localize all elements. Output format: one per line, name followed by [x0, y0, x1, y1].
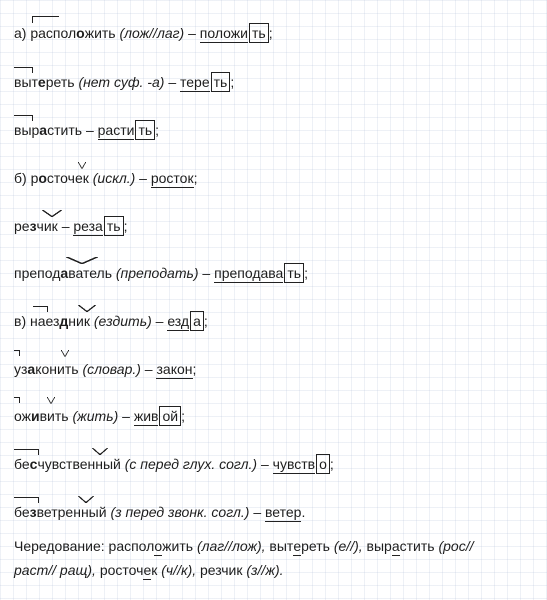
root-mark	[32, 16, 59, 23]
punct: ;	[193, 170, 198, 186]
line-3	[14, 119, 159, 145]
dash: –	[61, 218, 70, 234]
bold-letter: с	[29, 456, 38, 472]
test-word-root: преподава	[214, 265, 284, 281]
alternation-summary	[14, 534, 534, 582]
word-start: б) р	[14, 170, 39, 186]
bold-letter: о	[76, 25, 85, 41]
word-start: бе	[14, 504, 30, 520]
word-rest: стить	[47, 122, 83, 138]
test-word-root: жив	[133, 408, 159, 424]
word-rest: вить	[39, 408, 69, 424]
prefix-mark	[33, 306, 48, 312]
note: (ч//к),	[161, 562, 197, 578]
test-word: ветер	[265, 504, 302, 520]
test-word-root: тере	[180, 74, 210, 90]
note: (лож//лаг)	[119, 25, 185, 41]
note: (рос//	[438, 538, 474, 554]
note: (лаг//лож),	[196, 538, 266, 554]
suffix-mark	[78, 162, 86, 169]
word-start: ож	[14, 408, 31, 424]
bold-letter: и	[31, 408, 40, 424]
punct: ;	[304, 265, 308, 281]
dash: –	[168, 74, 177, 90]
word: жить	[162, 538, 194, 554]
punct: ;	[192, 361, 197, 377]
line-1	[14, 22, 273, 48]
note: (з перед звонк. согл.)	[110, 504, 250, 520]
suffix-mark	[78, 305, 96, 312]
ending-box: ть	[284, 263, 304, 283]
punct: ;	[203, 313, 208, 329]
word-rest: ник	[68, 313, 90, 329]
word: выт	[269, 538, 294, 554]
bold-letter: о	[38, 170, 47, 186]
test-word-root: реза	[73, 218, 103, 234]
line-6	[14, 262, 308, 288]
prefix-mark	[14, 115, 33, 121]
word-rest: реть	[45, 74, 75, 90]
note: (ездить)	[93, 313, 152, 329]
alt-letter: е	[143, 562, 152, 578]
prefix-mark	[14, 449, 39, 455]
ending-box: ой	[159, 406, 181, 426]
word: резчик	[200, 562, 243, 578]
word: стить	[399, 538, 435, 554]
line-11	[14, 501, 305, 527]
line-9	[14, 405, 185, 431]
punct: ;	[329, 456, 334, 472]
word-rest: чик	[36, 218, 58, 234]
word: реть	[301, 538, 330, 554]
line-4	[14, 167, 198, 193]
punct: ;	[181, 408, 185, 424]
word-rest: ветренный	[36, 504, 107, 520]
dash: –	[188, 25, 196, 41]
line-5	[14, 215, 127, 241]
suffix-mark	[42, 210, 62, 217]
note: (нет суф. -а)	[78, 74, 165, 90]
test-word: закон	[156, 361, 193, 377]
suffix-mark	[78, 496, 94, 503]
line-10	[14, 453, 334, 479]
word-prefix-a: а) распол	[14, 25, 77, 41]
summary-label: Чередование:	[14, 538, 105, 554]
note: (с перед глух. согл.)	[124, 456, 258, 472]
bold-letter: а	[60, 265, 69, 281]
test-word-root: езд	[167, 313, 190, 329]
ending-box: ть	[211, 72, 231, 92]
punct: .	[301, 504, 306, 520]
word-rest: сточек	[46, 170, 89, 186]
ending-box: а	[190, 311, 204, 331]
word: к	[151, 562, 158, 578]
prefix-mark	[14, 497, 39, 503]
note: (е//),	[333, 538, 363, 554]
line-7	[14, 310, 208, 336]
punct: ;	[268, 25, 273, 41]
ending-box: ть	[104, 216, 124, 236]
dash: –	[253, 504, 262, 520]
dash: –	[122, 408, 130, 424]
dash: –	[260, 456, 269, 472]
test-word-root: расти	[97, 122, 135, 138]
alt-letter: а	[391, 538, 400, 554]
bold-letter: з	[29, 504, 37, 520]
ending-box: ть	[249, 23, 269, 43]
suffix-mark	[92, 448, 108, 455]
note: (преподать)	[115, 265, 199, 281]
bold-letter: е	[37, 74, 46, 90]
line-8	[14, 358, 196, 384]
word-rest: жить	[84, 25, 116, 41]
dash: –	[85, 122, 94, 138]
dash: –	[144, 361, 153, 377]
bold-letter: з	[29, 218, 37, 234]
word-rest: чувственный	[37, 456, 121, 472]
line-2	[14, 71, 234, 97]
ending-box: о	[316, 454, 330, 474]
bold-letter: а	[27, 361, 36, 377]
word: росточ	[99, 562, 144, 578]
punct: ;	[123, 218, 128, 234]
note: (жить)	[72, 408, 119, 424]
prefix-mark	[14, 397, 20, 403]
word: распол	[108, 538, 155, 554]
alt-letter: о	[154, 538, 163, 554]
prefix-mark	[14, 350, 20, 356]
word-start: препод	[14, 265, 61, 281]
suffix-mark	[47, 397, 55, 404]
test-word-root: положи	[199, 25, 248, 41]
word-rest: ватель	[68, 265, 112, 281]
suffix-mark	[61, 350, 69, 357]
suffix-mark	[66, 257, 98, 264]
note: (з//ж).	[246, 562, 284, 578]
word: выр	[366, 538, 392, 554]
word-rest: конить	[35, 361, 79, 377]
word-start: выр	[14, 122, 40, 138]
test-word-root: чувств	[272, 456, 316, 472]
note: (искл.)	[92, 170, 136, 186]
dash: –	[155, 313, 164, 329]
punct: ;	[230, 74, 235, 90]
note: (словар.)	[82, 361, 141, 377]
prefix-mark	[14, 67, 33, 73]
ending-box: ть	[135, 120, 155, 140]
bold-letter: а	[39, 122, 48, 138]
test-word: росток	[150, 170, 194, 186]
dash: –	[139, 170, 147, 186]
word-start: уз	[14, 361, 28, 377]
word-start: бе	[14, 456, 30, 472]
dash: –	[202, 265, 211, 281]
word-start: ре	[14, 218, 30, 234]
alt-letter: е	[293, 538, 302, 554]
note: раст// ращ),	[14, 562, 96, 578]
word-start: в) наез	[14, 313, 60, 329]
punct: ;	[155, 122, 160, 138]
word-start: выт	[14, 74, 38, 90]
bold-letter: д	[59, 313, 69, 329]
